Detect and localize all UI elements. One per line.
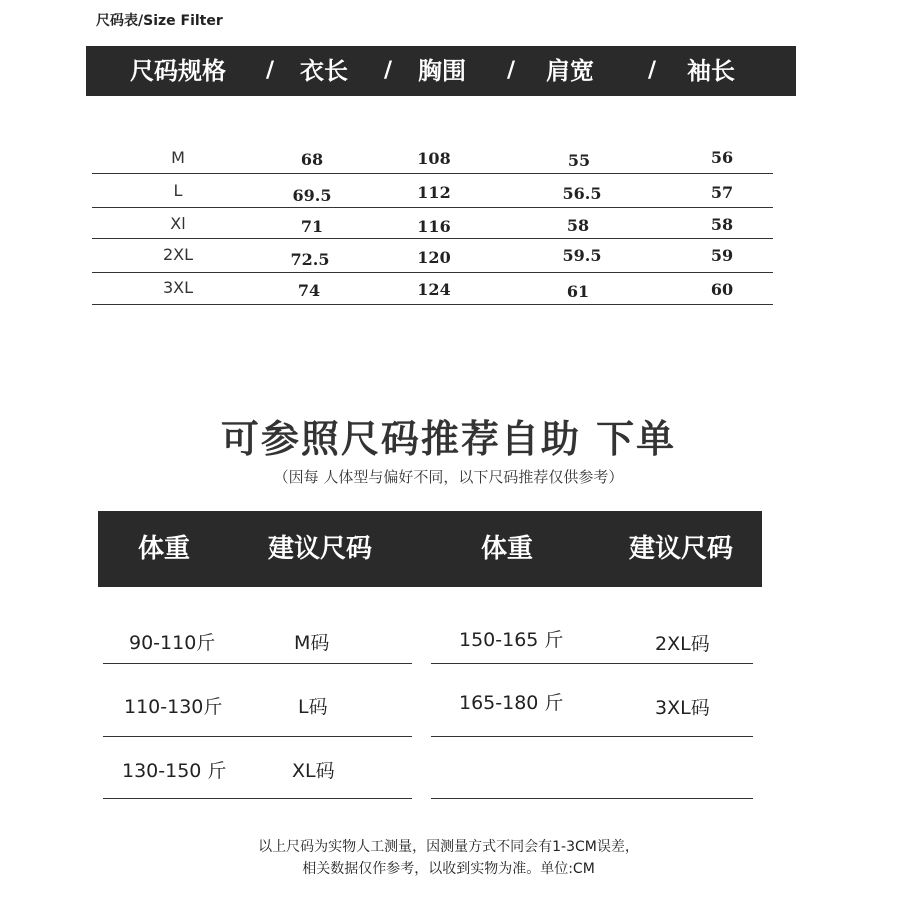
header-size-spec: 尺码规格 [130, 57, 226, 85]
suggested-size: L码 [298, 696, 328, 718]
recommend-table-header [98, 511, 762, 587]
page-title: 尺码表/Size Filter [96, 13, 223, 29]
cell-shoulder: 55 [567, 151, 591, 170]
header-separator: / [266, 58, 275, 83]
cell-size: Xl [170, 214, 186, 233]
header-separator: / [648, 58, 657, 83]
header-weight: 体重 [138, 534, 191, 564]
header-length: 衣长 [300, 57, 348, 85]
row-divider [103, 663, 412, 664]
row-divider [92, 304, 773, 305]
header-suggested-size: 建议尺码 [268, 534, 373, 564]
cell-shoulder: 56.5 [562, 184, 602, 203]
header-separator: / [507, 58, 516, 83]
cell-length: 68 [300, 150, 324, 169]
cell-length: 69.5 [292, 186, 332, 205]
suggested-size: 2XL码 [655, 633, 710, 655]
row-divider [431, 736, 753, 737]
cell-size: L [173, 181, 183, 200]
cell-size: M [171, 148, 185, 167]
cell-sleeve: 59 [710, 246, 734, 265]
weight-range: 165-180 斤 [459, 692, 564, 714]
cell-chest: 108 [417, 149, 451, 168]
footnote-line-1: 以上尺码为实物人工测量，因测量方式不同会有1-3CM误差， [258, 839, 639, 855]
row-divider [92, 238, 773, 239]
header-separator: / [384, 58, 393, 83]
row-divider [103, 798, 412, 799]
row-divider [92, 207, 773, 208]
cell-sleeve: 60 [710, 280, 734, 299]
cell-chest: 112 [417, 183, 451, 202]
recommend-heading: 可参照尺码推荐自助 下单 [220, 417, 677, 461]
weight-range: 90-110斤 [129, 632, 216, 654]
cell-chest: 124 [417, 280, 451, 299]
row-divider [431, 798, 753, 799]
suggested-size: XL码 [292, 760, 335, 782]
row-divider [103, 736, 412, 737]
cell-length: 71 [300, 217, 324, 236]
cell-shoulder: 61 [566, 282, 590, 301]
header-sleeve: 袖长 [687, 57, 735, 85]
header-suggested-size: 建议尺码 [629, 534, 734, 564]
header-weight: 体重 [481, 534, 534, 564]
cell-sleeve: 57 [710, 183, 734, 202]
cell-shoulder: 58 [566, 216, 590, 235]
size-table-header [86, 46, 796, 96]
row-divider [92, 173, 773, 174]
recommend-subheading: （因每 人体型与偏好不同，以下尺码推荐仅供参考） [273, 468, 624, 486]
weight-range: 110-130斤 [124, 696, 223, 718]
row-divider [92, 272, 773, 273]
cell-length: 74 [297, 281, 321, 300]
cell-sleeve: 58 [710, 215, 734, 234]
suggested-size: M码 [294, 632, 330, 654]
cell-size: 3XL [162, 278, 194, 297]
suggested-size: 3XL码 [655, 697, 710, 719]
cell-size: 2XL [162, 245, 194, 264]
cell-length: 72.5 [290, 250, 330, 269]
cell-chest: 120 [417, 248, 451, 267]
header-chest: 胸围 [418, 57, 466, 85]
footnote-line-2: 相关数据仅作参考，以收到实物为准。单位:CM [302, 861, 595, 877]
weight-range: 150-165 斤 [459, 629, 564, 651]
cell-chest: 116 [417, 217, 451, 236]
weight-range: 130-150 斤 [122, 760, 227, 782]
row-divider [431, 663, 753, 664]
header-shoulder: 肩宽 [546, 57, 594, 85]
cell-shoulder: 59.5 [562, 246, 602, 265]
cell-sleeve: 56 [710, 148, 734, 167]
